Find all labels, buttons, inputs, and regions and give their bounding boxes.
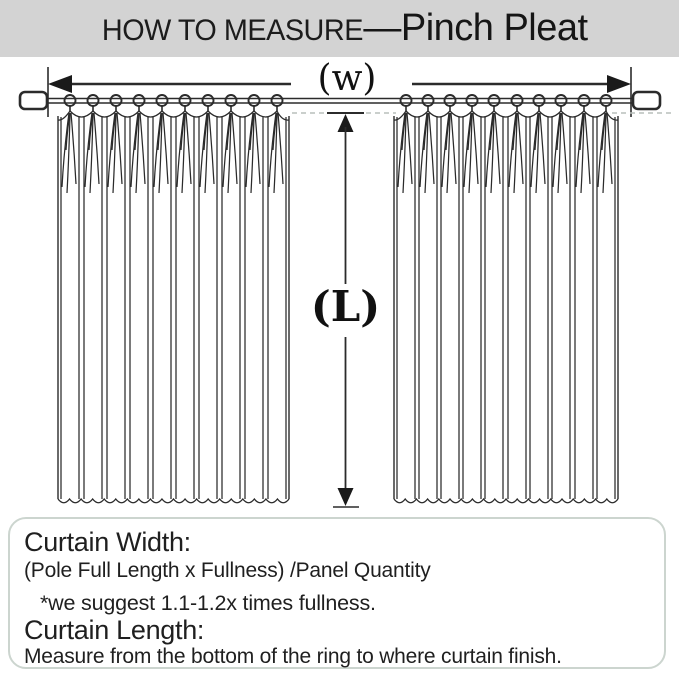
curtain-line (163, 113, 168, 184)
curtain-ring (534, 95, 545, 106)
width-dimension (48, 58, 631, 117)
curtain-ring (134, 95, 145, 106)
curtain-line (585, 113, 590, 184)
curtain-ring (88, 95, 99, 106)
curtain-ring (579, 95, 590, 106)
curtain-line (451, 113, 456, 184)
curtain-line (473, 113, 478, 184)
header-title-main: HOW TO MEASURE (102, 14, 364, 47)
curtain-line (607, 113, 612, 184)
curtain-line (71, 113, 76, 184)
measurement-info-box (8, 517, 666, 669)
curtain-line (394, 499, 618, 503)
curtain-line (429, 113, 434, 184)
curtain-ring (512, 95, 523, 106)
curtain-ring (467, 95, 478, 106)
curtain-ring (601, 95, 612, 106)
header-title-sub: —Pinch Pleat (363, 7, 588, 49)
curtain-width-formula: (Pole Full Length x Fullness) /Panel Quantity (24, 559, 431, 582)
rod-finial-left (20, 92, 47, 109)
curtain-line (58, 499, 289, 503)
curtain-ring (489, 95, 500, 106)
curtain-line (186, 113, 191, 184)
curtain-ring (445, 95, 456, 106)
curtain-ring (157, 95, 168, 106)
curtain-ring (249, 95, 260, 106)
length-label: (L) (310, 282, 381, 331)
curtain-line (255, 113, 260, 184)
curtain-line (407, 113, 412, 184)
curtain-width-title: Curtain Width: (24, 527, 191, 557)
right-arrowhead-icon (607, 75, 631, 93)
rod-finial-right (633, 92, 660, 109)
curtain-ring (65, 95, 76, 106)
curtain-line (140, 113, 145, 184)
curtain-ring (226, 95, 237, 106)
curtain-ring (401, 95, 412, 106)
curtain-line (278, 113, 283, 184)
curtain-ring (272, 95, 283, 106)
length-dimension (292, 113, 674, 507)
curtain-line (117, 113, 122, 184)
curtain-ring (111, 95, 122, 106)
fullness-suggestion: *we suggest 1.1-1.2x times fullness. (40, 591, 376, 615)
width-label: (w) (317, 58, 377, 99)
curtain-line (562, 113, 567, 184)
down-arrowhead-icon (338, 488, 354, 506)
curtain-line (495, 113, 500, 184)
curtain-line (94, 113, 99, 184)
curtain-line (540, 113, 545, 184)
curtain-line (232, 113, 237, 184)
curtain-line (518, 113, 523, 184)
left-arrowhead-icon (48, 75, 72, 93)
curtain-length-description: Measure from the bottom of the ring to where curtain finish. (24, 645, 562, 668)
curtain-ring (423, 95, 434, 106)
curtain-length-title: Curtain Length: (24, 615, 205, 645)
curtain-ring (556, 95, 567, 106)
curtain-ring (180, 95, 191, 106)
curtain-line (209, 113, 214, 184)
curtain-ring (203, 95, 214, 106)
